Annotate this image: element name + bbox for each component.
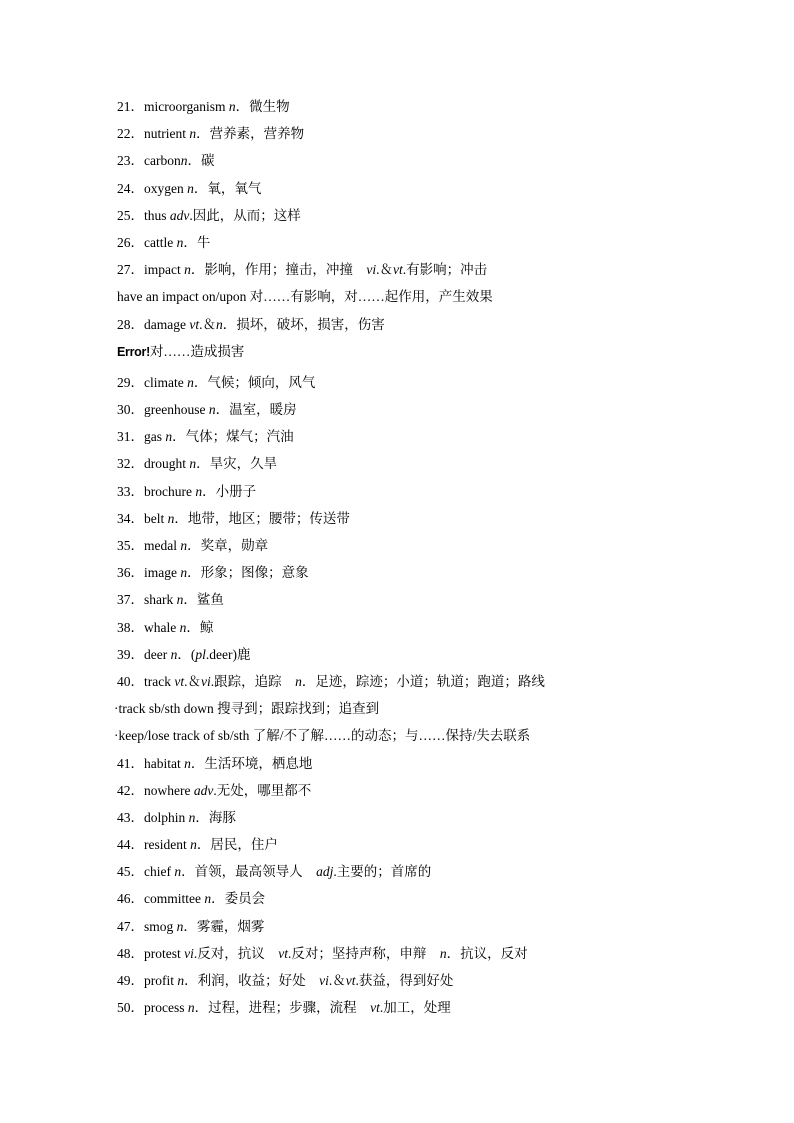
part-of-speech: adv <box>193 782 214 798</box>
vocab-entry <box>117 229 737 256</box>
entry-text: ．委员会 <box>211 891 266 907</box>
part-of-speech: n <box>187 180 194 196</box>
part-of-speech: n <box>184 262 191 278</box>
entry-text: ．雾霾，烟雾 <box>183 918 265 934</box>
part-of-speech: n <box>170 646 178 662</box>
vocab-entry <box>117 858 737 885</box>
part-of-speech: n <box>189 456 197 472</box>
entry-text: .＆ <box>184 673 201 689</box>
vocab-entry <box>117 256 737 283</box>
vocabulary-list <box>117 93 737 1021</box>
part-of-speech: n <box>204 891 212 907</box>
part-of-speech: n <box>176 234 184 250</box>
vocab-entry <box>117 338 737 365</box>
entry-text: .因此，从而；这样 <box>189 207 301 223</box>
entry-text: ．过程，进程；步骤，流程 <box>194 1000 371 1016</box>
vocab-entry <box>117 478 737 505</box>
vocab-entry <box>117 559 737 586</box>
vocab-entry <box>117 695 737 722</box>
vocab-entry <box>117 586 737 613</box>
vocab-entry <box>117 396 737 423</box>
entry-text: 46．committee <box>117 891 205 907</box>
part-of-speech: n <box>180 538 188 553</box>
entry-text: .＆ <box>376 262 393 278</box>
vocab-entry <box>117 777 737 804</box>
part-of-speech: n <box>179 619 187 635</box>
entry-text: 对……造成损害 <box>149 343 245 359</box>
entry-text: .deer)鹿 <box>205 646 251 662</box>
part-of-speech: vt <box>393 262 403 278</box>
vocab-entry <box>117 120 737 147</box>
entry-text: .反对，抗议 <box>193 945 279 961</box>
entry-text: ．旱灾，久旱 <box>196 456 278 472</box>
part-of-speech: vt <box>370 1000 380 1016</box>
entry-text: 49．profit <box>117 973 178 988</box>
vocab-entry <box>117 369 737 396</box>
vocab-entry <box>117 450 737 477</box>
vocab-entry <box>117 668 737 695</box>
entry-text: 21．microorganism <box>117 99 229 114</box>
entry-text: ．居民，住户 <box>196 837 278 853</box>
entry-text: ．鲨鱼 <box>183 592 224 608</box>
entry-text: ．形象；图像；意象 <box>187 565 309 581</box>
entry-text: have an impact on/upon 对……有影响，对……起作用，产生效果 <box>117 289 493 305</box>
vocab-entry <box>117 750 737 777</box>
entry-text: ．氧，氧气 <box>193 180 262 196</box>
vocab-entry <box>117 614 737 641</box>
entry-text: ．碳 <box>187 153 215 169</box>
part-of-speech: n <box>295 673 302 689</box>
part-of-speech: n <box>176 592 184 608</box>
part-of-speech: n <box>208 402 216 418</box>
part-of-speech: n <box>190 837 197 853</box>
entry-text: 45．chief <box>117 864 175 880</box>
entry-text: .获益，得到好处 <box>355 973 454 988</box>
part-of-speech: vt <box>278 945 288 961</box>
entry-text: 40．track <box>117 673 175 689</box>
part-of-speech: vi <box>184 945 194 961</box>
entry-text: .无处，哪里都不 <box>213 782 312 798</box>
vocab-entry <box>117 532 737 559</box>
vocab-entry <box>117 994 737 1021</box>
part-of-speech: pl <box>195 646 206 662</box>
entry-text: ．首领，最高领导人 <box>181 864 317 880</box>
entry-text: ．微生物 <box>235 99 290 114</box>
part-of-speech: n <box>180 565 188 581</box>
entry-text: ．牛 <box>183 234 211 250</box>
part-of-speech: n <box>184 755 191 771</box>
entry-text: ．鲸 <box>186 619 214 635</box>
entry-text: ．营养素，营养物 <box>196 126 305 142</box>
entry-text: .有影响；冲击 <box>402 262 488 278</box>
vocab-entry <box>117 147 737 174</box>
part-of-speech: n <box>165 429 173 445</box>
vocab-entry <box>117 641 737 668</box>
part-of-speech: adv <box>169 207 190 223</box>
entry-text: 44．resident <box>117 837 191 853</box>
part-of-speech: n <box>187 374 194 390</box>
entry-text: ．气体；煤气；汽油 <box>172 429 294 445</box>
entry-text: .＆ <box>199 316 216 332</box>
vocab-entry <box>117 175 737 202</box>
vocab-entry <box>117 202 737 229</box>
vocab-entry <box>117 505 737 532</box>
entry-text: ．小册子 <box>202 483 257 499</box>
entry-text: 32．drought <box>117 456 190 472</box>
entry-text: 41．habitat <box>117 755 185 771</box>
part-of-speech: n <box>189 126 197 142</box>
entry-text: 50．process <box>117 1000 188 1016</box>
vocab-entry <box>117 93 737 120</box>
entry-text: ．奖章，勋章 <box>187 538 269 553</box>
entry-text: ．气候；倾向，风气 <box>193 374 316 390</box>
part-of-speech: n <box>180 153 188 169</box>
entry-text: 27．impact <box>117 262 185 278</box>
vocab-entry <box>117 722 737 749</box>
entry-text: 38．whale <box>117 619 180 635</box>
entry-text: 28．damage <box>117 316 190 332</box>
entry-text: ．海豚 <box>195 809 236 825</box>
entry-text: .反对；坚持声称，申辩 <box>288 945 440 961</box>
vocab-entry <box>117 423 737 450</box>
entry-text: keep/lose track of sb/sth 了解/不了解……的动态；与……保持/失去联系 <box>118 728 531 744</box>
entry-text: 26．cattle <box>117 234 177 250</box>
entry-text: ．( <box>177 646 196 662</box>
entry-text: .＆ <box>328 973 346 988</box>
entry-text: 42．nowhere <box>117 782 194 798</box>
entry-text: ．温室，暖房 <box>215 402 297 418</box>
part-of-speech: vt <box>189 316 200 332</box>
part-of-speech: n <box>174 864 182 880</box>
part-of-speech: n <box>176 918 184 934</box>
vocab-entry <box>117 283 737 310</box>
part-of-speech: vi <box>319 973 329 988</box>
entry-text: ．损坏，破坏，损害，伤害 <box>222 316 385 332</box>
part-of-speech: n <box>187 1000 195 1016</box>
error-marker: Error! <box>117 344 150 359</box>
part-of-speech: adj <box>316 864 334 880</box>
entry-text: ．地带，地区；腰带；传送带 <box>174 510 350 526</box>
entry-text: 33．brochure <box>117 483 196 499</box>
entry-text: .跟踪，追踪 <box>210 673 296 689</box>
entry-text: ．足迹，踪迹；小道；轨道；跑道；路线 <box>301 673 545 689</box>
vocab-entry <box>117 940 737 967</box>
entry-text: track sb/sth down 搜寻到；跟踪找到；追查到 <box>118 701 380 717</box>
vocab-entry <box>117 913 737 940</box>
part-of-speech: n <box>439 945 447 961</box>
part-of-speech: vi <box>200 673 211 689</box>
vocab-entry <box>117 804 737 831</box>
entry-text: 48．protest <box>117 945 185 961</box>
entry-text: .加工，处理 <box>379 1000 451 1016</box>
entry-text: ．生活环境，栖息地 <box>190 755 313 771</box>
vocab-entry <box>117 967 737 994</box>
part-of-speech: n <box>167 510 175 526</box>
entry-text: 23．carbon <box>117 153 181 169</box>
entry-text: 22．nutrient <box>117 126 190 142</box>
entry-text: 31．gas <box>117 429 166 445</box>
entry-text: 47．smog <box>117 918 177 934</box>
entry-text: 36．image <box>117 565 181 581</box>
vocab-entry <box>117 885 737 912</box>
part-of-speech: n <box>177 973 185 988</box>
part-of-speech: vt <box>174 673 185 689</box>
entry-text: 35．medal <box>117 538 181 553</box>
entry-text: 43．dolphin <box>117 809 189 825</box>
entry-text: 29．climate <box>117 374 188 390</box>
part-of-speech: n <box>195 483 203 499</box>
part-of-speech: vi <box>366 262 377 278</box>
vocab-entry <box>117 831 737 858</box>
vocab-entry <box>117 311 737 338</box>
entry-text: 30．greenhouse <box>117 402 209 418</box>
entry-text: ．抗议，反对 <box>446 945 528 961</box>
entry-text: 39．deer <box>117 646 171 662</box>
entry-text: 34．belt <box>117 510 168 526</box>
entry-text: ．利润，收益；好处 <box>184 973 320 988</box>
part-of-speech: n <box>228 99 236 114</box>
part-of-speech: vt <box>345 973 356 988</box>
part-of-speech: n <box>215 316 223 332</box>
entry-text: 37．shark <box>117 592 177 608</box>
entry-text: 25．thus <box>117 207 170 223</box>
entry-text: .主要的；首席的 <box>333 864 432 880</box>
part-of-speech: n <box>188 809 196 825</box>
entry-text: 24．oxygen <box>117 180 188 196</box>
entry-text: ．影响，作用；撞击，冲撞 <box>190 262 367 278</box>
